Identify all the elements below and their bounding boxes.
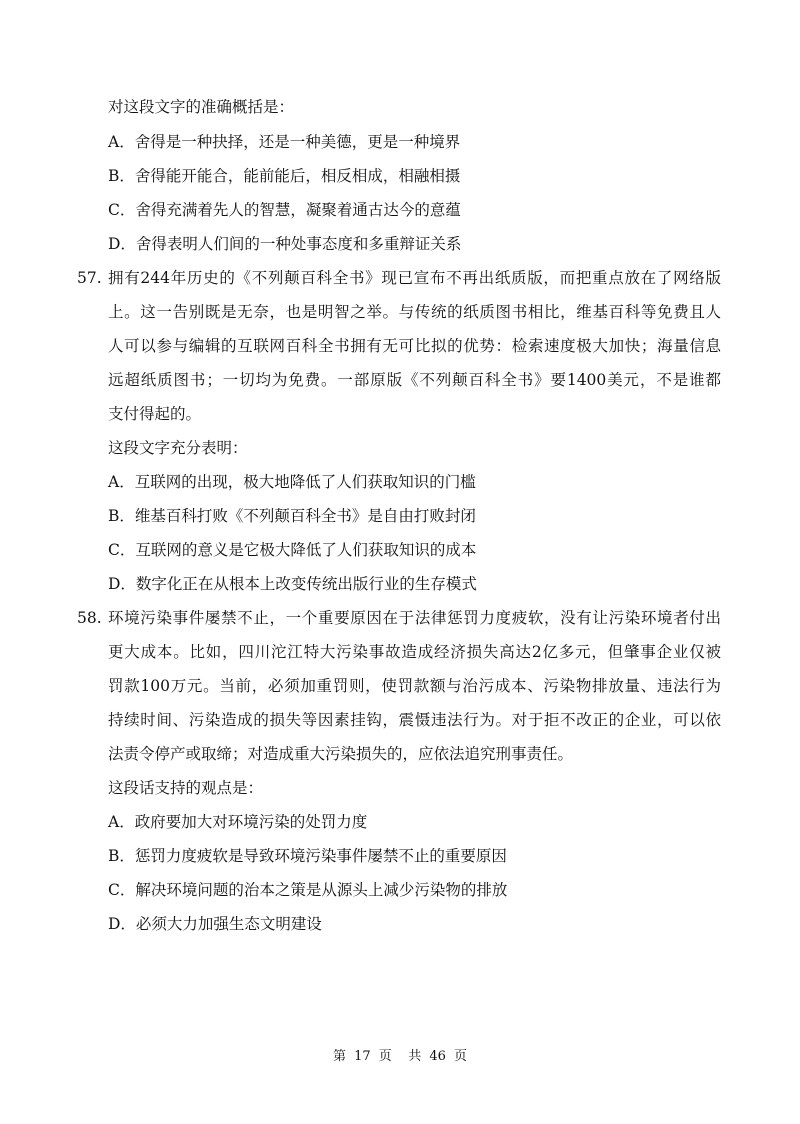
- page-label-prefix: 第: [332, 1049, 346, 1064]
- q56-prompt: 对这段文字的准确概括是：: [108, 98, 295, 116]
- q58-text-line: 环境污染事件屡禁不止，一个重要原因在于法律惩罚力度疲软，没有让污染环境者付出: [108, 609, 721, 627]
- q57-text-line: 支付得起的。: [108, 405, 202, 423]
- q57-text-line: 人可以参与编辑的互联网百科全书拥有无可比拟的优势：检索速度极大加快；海量信息: [108, 337, 721, 355]
- q58-text-line: 罚款100万元。当前，必须加重罚则，使罚款额与治污成本、污染物排放量、违法行为: [108, 677, 721, 695]
- q56-option-b: B．舍得能开能合，能前能后，相反相成，相融相摄: [108, 167, 461, 185]
- page-current: 17: [354, 1049, 371, 1064]
- q56-option-a: A．舍得是一种抉择，还是一种美德，更是一种境界: [108, 133, 461, 151]
- q58-text-line: 更大成本。比如，四川沱江特大污染事故造成经济损失高达2亿多元，但肇事企业仅被: [108, 643, 721, 661]
- page-label-suffix: 页: [378, 1049, 392, 1064]
- total-label-suffix: 页: [454, 1049, 468, 1064]
- total-label-prefix: 共: [408, 1049, 422, 1064]
- q57-text-line: 拥有244年历史的《不列颠百科全书》现已宣布不再出纸质版，而把重点放在了网络版: [108, 269, 721, 287]
- q57-option-c: C．互联网的意义是它极大降低了人们获取知识的成本: [108, 541, 477, 559]
- q57-option-d: D．数字化正在从根本上改变传统出版行业的生存模式: [108, 575, 477, 593]
- q58-option-a: A．政府要加大对环境污染的处罚力度: [108, 813, 368, 831]
- q57-option-b: B．维基百科打败《不列颠百科全书》是自由打败封闭: [108, 507, 476, 525]
- q57-prompt: 这段文字充分表明：: [108, 439, 248, 457]
- page-total: 46: [429, 1049, 446, 1064]
- q58-option-b: B．惩罚力度疲软是导致环境污染事件屡禁不止的重要原因: [108, 847, 507, 865]
- q57-text-line: 上。这一告别既是无奈，也是明智之举。与传统的纸质图书相比，维基百科等免费且人: [108, 303, 721, 321]
- q56-option-c: C．舍得充满着先人的智慧，凝聚着通古达今的意蕴: [108, 201, 461, 219]
- q58-number: 58.: [77, 609, 102, 627]
- q56-option-d: D．舍得表明人们间的一种处事态度和多重辩证关系: [108, 235, 462, 253]
- q57-option-a: A．互联网的出现，极大地降低了人们获取知识的门槛: [108, 473, 476, 491]
- q58-text-line: 法责令停产或取缔；对造成重大污染损失的，应依法追究刑事责任。: [108, 745, 574, 763]
- q58-text-line: 持续时间、污染造成的损失等因素挂钩，震慑违法行为。对于拒不改正的企业，可以依: [108, 711, 721, 729]
- page-footer: [0, 1048, 800, 1066]
- q57-number: 57.: [77, 269, 102, 287]
- q58-option-d: D．必须大力加强生态文明建设: [108, 915, 322, 933]
- q58-prompt: 这段话支持的观点是：: [108, 779, 264, 797]
- q58-option-c: C．解决环境问题的治本之策是从源头上减少污染物的排放: [108, 881, 508, 899]
- q57-text-line: 远超纸质图书；一切均为免费。一部原版《不列颠百科全书》要1400美元，不是谁都: [108, 371, 721, 389]
